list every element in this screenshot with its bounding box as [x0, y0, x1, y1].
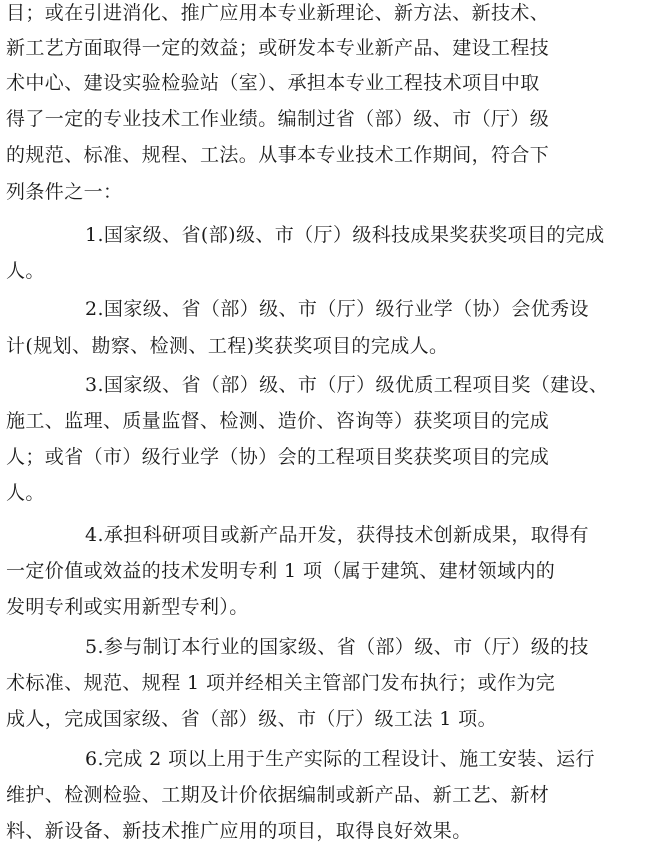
text-line: 6.完成 2 项以上用于生产实际的工程设计、施工安装、运行: [85, 748, 595, 770]
text-line: 一定价值或效益的技术发明专利 1 项（属于建筑、建材领域内的: [6, 560, 556, 582]
text-line: 人。: [6, 260, 45, 282]
text-line: 1.国家级、省(部)级、市（厅）级科技成果奖获奖项目的完成: [85, 224, 605, 246]
text-line: 成人，完成国家级、省（部）级、市（厅）级工法 1 项。: [6, 708, 497, 730]
text-line: 人。: [6, 482, 45, 504]
text-line: 新工艺方面取得一定的效益；或研发本专业新产品、建设工程技: [6, 37, 550, 59]
text-line: 发明专利或实用新型专利）。: [6, 596, 249, 618]
text-line: 得了一定的专业技术工作业绩。编制过省（部）级、市（厅）级: [6, 108, 550, 130]
text-line: 3.国家级、省（部）级、市（厅）级优质工程项目奖（建设、: [85, 374, 609, 396]
text-line: 人；或省（市）级行业学（协）会的工程项目奖获奖项目的完成: [6, 446, 550, 468]
text-line: 列条件之一：: [6, 181, 123, 203]
text-line: 术标准、规范、规程 1 项并经相关主管部门发布执行；或作为完: [6, 672, 556, 694]
text-line: 5.参与制订本行业的国家级、省（部）级、市（厅）级的技: [85, 636, 589, 658]
text-line: 的规范、标准、规程、工法。从事本专业技术工作期间，符合下: [6, 144, 550, 166]
text-line: 料、新设备、新技术推广应用的项目，取得良好效果。: [6, 820, 472, 842]
text-line: 4.承担科研项目或新产品开发，获得技术创新成果，取得有: [85, 524, 589, 546]
text-line: 2.国家级、省（部）级、市（厅）级行业学（协）会优秀设: [85, 298, 589, 320]
text-line: 施工、监理、质量监督、检测、造价、咨询等）获奖项目的完成: [6, 410, 550, 432]
text-line: 计(规划、勘察、检测、工程)奖获奖项目的完成人。: [6, 335, 449, 357]
text-line: 目；或在引进消化、推广应用本专业新理论、新方法、新技术、: [6, 2, 550, 24]
text-line: 术中心、建设实验检验站（室）、承担本专业工程技术项目中取: [6, 72, 540, 94]
text-line: 维护、检测检验、工期及计价依据编制或新产品、新工艺、新材: [6, 784, 550, 806]
